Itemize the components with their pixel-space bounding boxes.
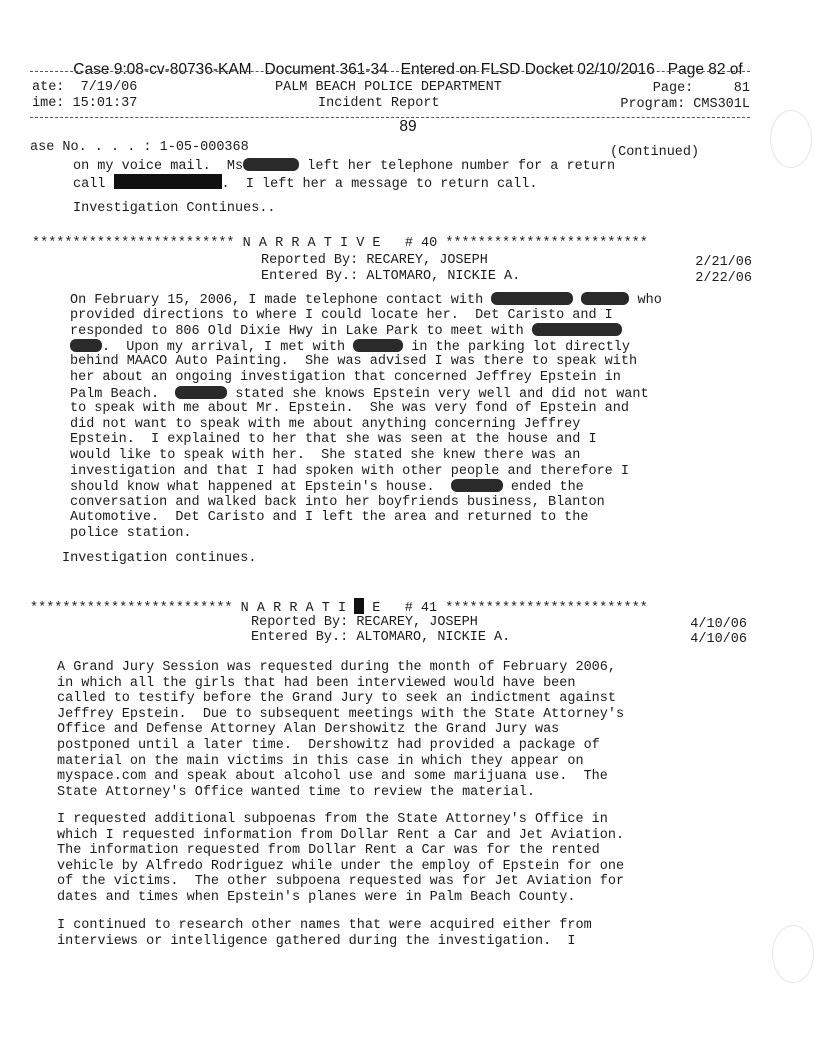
narrative-text: stated she knows Epstein very well and did not want	[227, 386, 649, 402]
narrative-line	[70, 464, 629, 479]
narrative-line: postponed until a later time. Dershowitz had provided a package of	[57, 738, 600, 753]
redaction	[353, 339, 403, 352]
redaction	[114, 174, 222, 189]
narrative-41-banner: ************************* N A R R A T I E # 41 *************************	[30, 598, 648, 616]
continued-label: (Continued)	[610, 145, 700, 160]
narrative-40-banner: ************************* N A R R A T I V E # 40 *************************	[32, 236, 648, 251]
narrative-line	[70, 292, 662, 308]
narrative-text: who	[629, 293, 662, 308]
narrative-line	[70, 354, 637, 369]
narrative-line: State Attorney's Office wanted time to review the material.	[57, 784, 535, 800]
narrative-text: did not want to speak with me about anything concerning Jeffrey	[70, 416, 581, 432]
narrative-text: . Upon my arrival, I met with	[102, 339, 354, 355]
narrative-line: I continued to research other names that were acquired either from	[57, 918, 592, 933]
narrative-text: should know what happened at Epstein's house.	[70, 480, 451, 496]
narrative-line: called to testify before the Grand Jury to seek an indictment against	[57, 691, 616, 707]
narrative-41-entered-by: Entered By.: ALTOMARO, NICKIE A.	[251, 630, 511, 645]
header-page: Page: 81	[652, 81, 750, 96]
narrative-40-reported-by: Reported By: RECAREY, JOSEPH	[261, 253, 488, 268]
scan-artifact	[772, 925, 814, 983]
narrative-line	[70, 401, 629, 416]
case-number: ase No. . . . : 1-05-000368	[30, 140, 249, 155]
narrative-line: myspace.com and speak about alcohol use and some marijuana use. The	[57, 769, 608, 785]
stamp-line-2: 89	[399, 118, 417, 135]
header-date: ate: 7/19/06	[32, 80, 138, 95]
narrative-40-reported-date: 2/21/06	[695, 255, 752, 270]
header-rule-bottom	[30, 117, 750, 118]
narrative-line: A Grand Jury Session was requested during the month of February 2006,	[57, 660, 616, 675]
narrative-text: her about an ongoing investigation that concerned Jeffrey Epstein in	[70, 370, 621, 385]
report-type: Incident Report	[318, 96, 440, 111]
narrative-line	[70, 526, 192, 541]
narrative-line: interviews or intelligence gathered during the investigation. I	[57, 933, 576, 949]
narrative-text: responded to 806 Old Dixie Hwy in Lake Park to meet with	[70, 324, 532, 340]
narrative-41-reported-date: 4/10/06	[690, 617, 747, 632]
narrative-line	[70, 323, 622, 339]
redaction-mark	[354, 598, 364, 614]
redaction	[70, 339, 102, 352]
narrative-line: The information requested from Dollar Rent a Car was for the rented	[57, 843, 600, 859]
narrative-text: in the parking lot directly	[403, 339, 630, 355]
narrative-text: Palm Beach.	[70, 386, 176, 402]
department-name: PALM BEACH POLICE DEPARTMENT	[275, 80, 502, 95]
narrative-line	[70, 386, 649, 402]
narrative-41-entered-date: 4/10/06	[690, 632, 747, 647]
redaction	[532, 323, 622, 336]
narrative-line	[70, 339, 630, 355]
investigation-continues-1: Investigation Continues..	[73, 201, 276, 216]
redaction	[243, 158, 299, 171]
narrative-line	[70, 495, 605, 510]
narrative-text: Epstein. I explained to her that she was seen at the house and I	[70, 432, 597, 448]
narrative-line: Office and Defense Attorney Alan Dershowitz the Grand Jury was	[57, 722, 560, 738]
narrative-line: vehicle by Alfredo Rodriguez while under the employ of Epstein for one	[57, 858, 625, 874]
narrative-text: investigation and that I had spoken with other people and therefore I	[70, 463, 629, 479]
case-line-1: on my voice mail. Ms left her telephone number for a return	[73, 159, 616, 174]
narrative-line	[70, 370, 621, 385]
header-rule-top	[30, 71, 750, 72]
header-time: ime: 15:01:37	[32, 96, 138, 111]
narrative-line: I requested additional subpoenas from the State Attorney's Office in	[57, 812, 608, 827]
narrative-text: ended the	[502, 480, 584, 496]
narrative-line: which I requested information from Dollar Rent a Car and Jet Aviation.	[57, 827, 625, 843]
header-program: Program: CMS301L	[620, 97, 750, 112]
narrative-41-reported-by: Reported By: RECAREY, JOSEPH	[251, 615, 478, 630]
narrative-line: dates and times when Epstein's planes were in Palm Beach County.	[57, 890, 576, 905]
narrative-line	[70, 448, 580, 463]
scan-artifact	[770, 110, 812, 168]
narrative-text: conversation and walked back into her boyfriends business, Blanton	[70, 494, 605, 510]
stamp-line-1: Case 9:08-cv-80736-KAM Document 361-34 Entered on FLSD Docket 02/10/2016 Page 82 of	[73, 61, 743, 78]
narrative-line: of the victims. The other subpoena requested was for Jet Aviation for	[57, 874, 625, 890]
narrative-text: behind MAACO Auto Painting. She was advised I was there to speak with	[70, 354, 638, 370]
investigation-continues-2: Investigation continues.	[62, 551, 257, 566]
redaction	[175, 386, 227, 399]
narrative-text: provided directions to where I could locate her. Det Caristo and I	[70, 307, 613, 323]
narrative-text: On February 15, 2006, I made telephone contact with	[70, 293, 492, 308]
narrative-line: Jeffrey Epstein. Due to subsequent meetings with the State Attorney's	[57, 706, 625, 722]
redaction	[491, 292, 573, 305]
narrative-line	[70, 510, 588, 525]
narrative-line	[70, 417, 580, 432]
narrative-text: would like to speak with her. She stated she knew there was an	[70, 448, 581, 463]
narrative-line	[70, 432, 597, 447]
redaction	[451, 479, 503, 492]
narrative-line	[70, 308, 613, 323]
narrative-text	[573, 293, 581, 308]
narrative-40-entered-date: 2/22/06	[695, 271, 752, 286]
narrative-40-entered-by: Entered By.: ALTOMARO, NICKIE A.	[261, 269, 521, 284]
narrative-text: Automotive. Det Caristo and I left the area and returned to the	[70, 510, 589, 526]
redaction	[581, 292, 629, 305]
case-line-2: call . I left her a message to return call.	[73, 174, 537, 192]
narrative-line: material on the main victims in this case in which they appear on	[57, 753, 584, 769]
narrative-line: in which all the girls that had been interviewed would have been	[57, 675, 576, 691]
narrative-line	[70, 479, 584, 495]
narrative-text: police station.	[70, 526, 192, 541]
narrative-text: to speak with me about Mr. Epstein. She was very fond of Epstein and	[70, 401, 629, 417]
